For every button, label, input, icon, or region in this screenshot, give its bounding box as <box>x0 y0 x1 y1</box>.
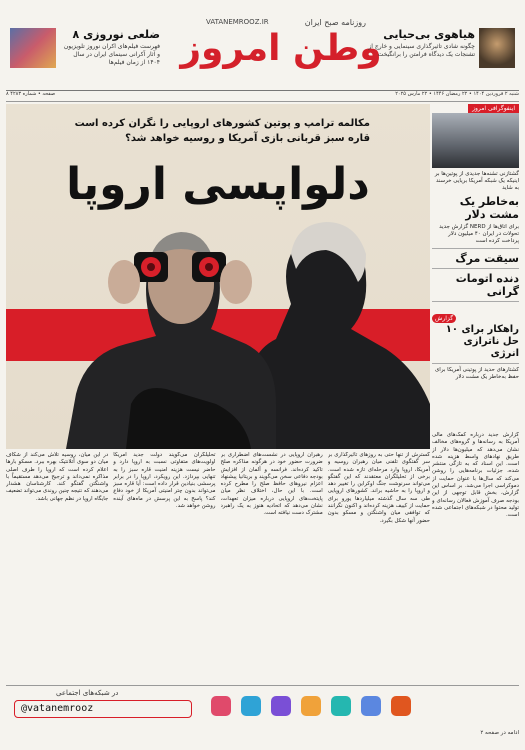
logo-text: وطن امروز <box>180 28 382 69</box>
side-article: گزارش جدید درباره کمک‌های مالی آمریکا به رسانه‌ها و گروه‌های مخالف نشان می‌دهد که میلیون‌ها دلار از طریق نهادهای واسط هزینه شده است. این اسناد که به تازگی منتشر شده، جزئیات برنامه‌هایی را روشن می‌کند که سال‌ها با عنوان حمایت از دموکراسی اجرا می‌شد. بر اساس این گزارش، بخش قابل توجهی از این بودجه صرف آموزش فعالان رسانه‌ای و تولید محتوا در شبکه‌های اجتماعی شده است. <box>432 432 519 519</box>
social-app-icon[interactable] <box>331 696 351 716</box>
main-article <box>6 452 430 680</box>
right-teaser-text: چگونه شادی تاثیرگذاری سینمایی و خارج از تشنجات یک دیدگاه فرامتن را برانگیخت <box>368 43 475 58</box>
social-app-icon[interactable] <box>301 696 321 716</box>
left-teaser[interactable] <box>10 28 160 68</box>
social-bar <box>6 685 519 726</box>
story-headline[interactable]: دنده اتومات گرانی <box>455 272 519 298</box>
news-photo[interactable] <box>432 113 519 168</box>
article-column: تحلیلگران می‌گویند دولت جدید آمریکا اولویت‌های متفاوتی نسبت به اروپا دارد و حاضر نیست هزینه امنیت قاره سبز را به تنهایی بپردازد. این رویکرد، اروپا را در برابر پرسشی بنیادین قرار داده است: آیا قاره سبز می‌تواند بدون چتر امنیتی آمریکا از خود دفاع کند؟ پاسخ به این پرسش در ماه‌های آینده روشن خواهد شد. <box>113 452 216 510</box>
issue-info: ۸ صفحه • شماره ۴۲۸۳ <box>6 91 56 97</box>
story-summary: گزارش جدید NERD برای اتاق‌ها از تحولات در ایران ۴۰ میلیون دلار پرداخت کرده است <box>439 224 519 244</box>
right-teaser[interactable] <box>365 28 515 68</box>
article-column: در این میان، روسیه تلاش می‌کند از شکاف میان دو سوی آتلانتیک بهره ببرد. مسکو بارها اعلام کرده است که اروپا را طرف اصلی مذاکره نمی‌داند و ترجیح می‌دهد مستقیماً با واشنگتن گفتگو کند. کارشناسان هشدار می‌دهند که نتیجه چنین روندی می‌تواند تضعیف جایگاه اروپا در نظم جهانی باشد. <box>6 452 109 502</box>
story-headline[interactable]: ۱۰ راهکار برای حل ناترازی انرژی <box>445 324 519 359</box>
dateline <box>6 91 519 102</box>
divider <box>432 268 519 269</box>
newspaper-logo[interactable] <box>166 18 396 80</box>
site-url: VATANEMROOZ.IR <box>206 18 269 26</box>
teaser-thumbnail <box>479 28 515 68</box>
social-icons <box>211 696 411 716</box>
divider <box>432 301 519 302</box>
section-tag: اینفوگرافی امروز <box>468 104 519 113</box>
social-label: در شبکه‌های اجتماعی <box>56 689 119 697</box>
social-app-icon[interactable] <box>271 696 291 716</box>
article-column: رهبران اروپایی در نشست‌های اضطراری بر ضرورت حضور خود در هرگونه مذاکره صلح تاکید کرده‌اند. فرانسه و آلمان از افزایش بودجه دفاعی سخن می‌گویند و بریتانیا پیشنهاد اعزام نیروهای حافظ صلح را مطرح کرده است. با این حال، اختلاف نظر میان پایتخت‌های اروپایی درباره میزان تعهدات، نشان می‌دهد که اتحادیه هنوز به یک راهبرد مشترک دست نیافته است. <box>220 452 323 517</box>
social-app-icon[interactable] <box>391 696 411 716</box>
left-teaser-text: فهرست فیلم‌های اکران نوروز تلویزیون و آثار آکرانی سینمای ایران در سال ۱۴۰۴ از زمان فیلم‌ها <box>63 43 160 66</box>
hero-illustration[interactable] <box>6 104 430 449</box>
story-summary: کشتارهای حدید از پوتینی آمریکا برای حفظ به‌خاطر یک مشت دلار <box>435 367 519 380</box>
left-teaser-title: ۸ ضلعی نوروزی <box>72 28 160 41</box>
report-badge: گزارش <box>432 314 456 323</box>
article-column: گسترش از تنها حتی به روزهای تاثیرگذاری بر سر گفتگوی تلفنی میان رهبران روسیه و آمریکا، اروپا وارد مرحله‌ای تازه شده است. برخی از تحلیلگران معتقدند که این گفتگو می‌تواند سرنوشت جنگ اوکراین را تغییر دهد و اروپا را به حاشیه براند. کشورهای اروپایی طی سه سال گذشته میلیاردها یورو برای حمایت از کییف هزینه کرده‌اند و اکنون نگرانند که توافقی میان واشنگتن و مسکو بدون حضور آنها شکل بگیرد. <box>327 452 430 524</box>
social-app-icon[interactable] <box>211 696 231 716</box>
divider <box>432 363 519 364</box>
social-app-icon[interactable] <box>241 696 261 716</box>
masthead <box>6 6 519 91</box>
story-headline[interactable]: سیقت مرگ <box>455 252 519 265</box>
date-info: شنبه ۲ فروردین ۱۴۰۴ • ۲۲ رمضان ۱۴۴۶ • ۲۲ مارس ۲۰۲۵ <box>395 91 519 97</box>
divider <box>432 248 519 249</box>
social-handle[interactable]: @vatanemrooz <box>14 700 192 718</box>
lead-headline: مکالمه ترامپ و پوتین کشورهای اروپایی را نگران کرده است قاره سبز قربانی بازی آمریکا و روسیه خواهد شد؟ <box>74 118 370 144</box>
teaser-thumbnail <box>10 28 56 68</box>
right-teaser-title: هیاهوی بی‌حیایی <box>383 28 475 41</box>
tagline: روزنامه صبح ایران <box>304 18 366 27</box>
story-headline[interactable]: به‌خاطر یک مشت دلار <box>459 195 519 221</box>
leaders-illustration <box>6 104 430 449</box>
continued-note: ادامه در صفحه ۲ <box>480 730 519 736</box>
social-app-icon[interactable] <box>361 696 381 716</box>
main-headline: دلواپسی اروپا <box>66 159 370 210</box>
story-summary: گشتازنی تشنه‌ها جدیدی از پوتین‌ها بر اینیکه یک شبکه آمریکا بریایی خرسند به شاید <box>434 171 519 191</box>
